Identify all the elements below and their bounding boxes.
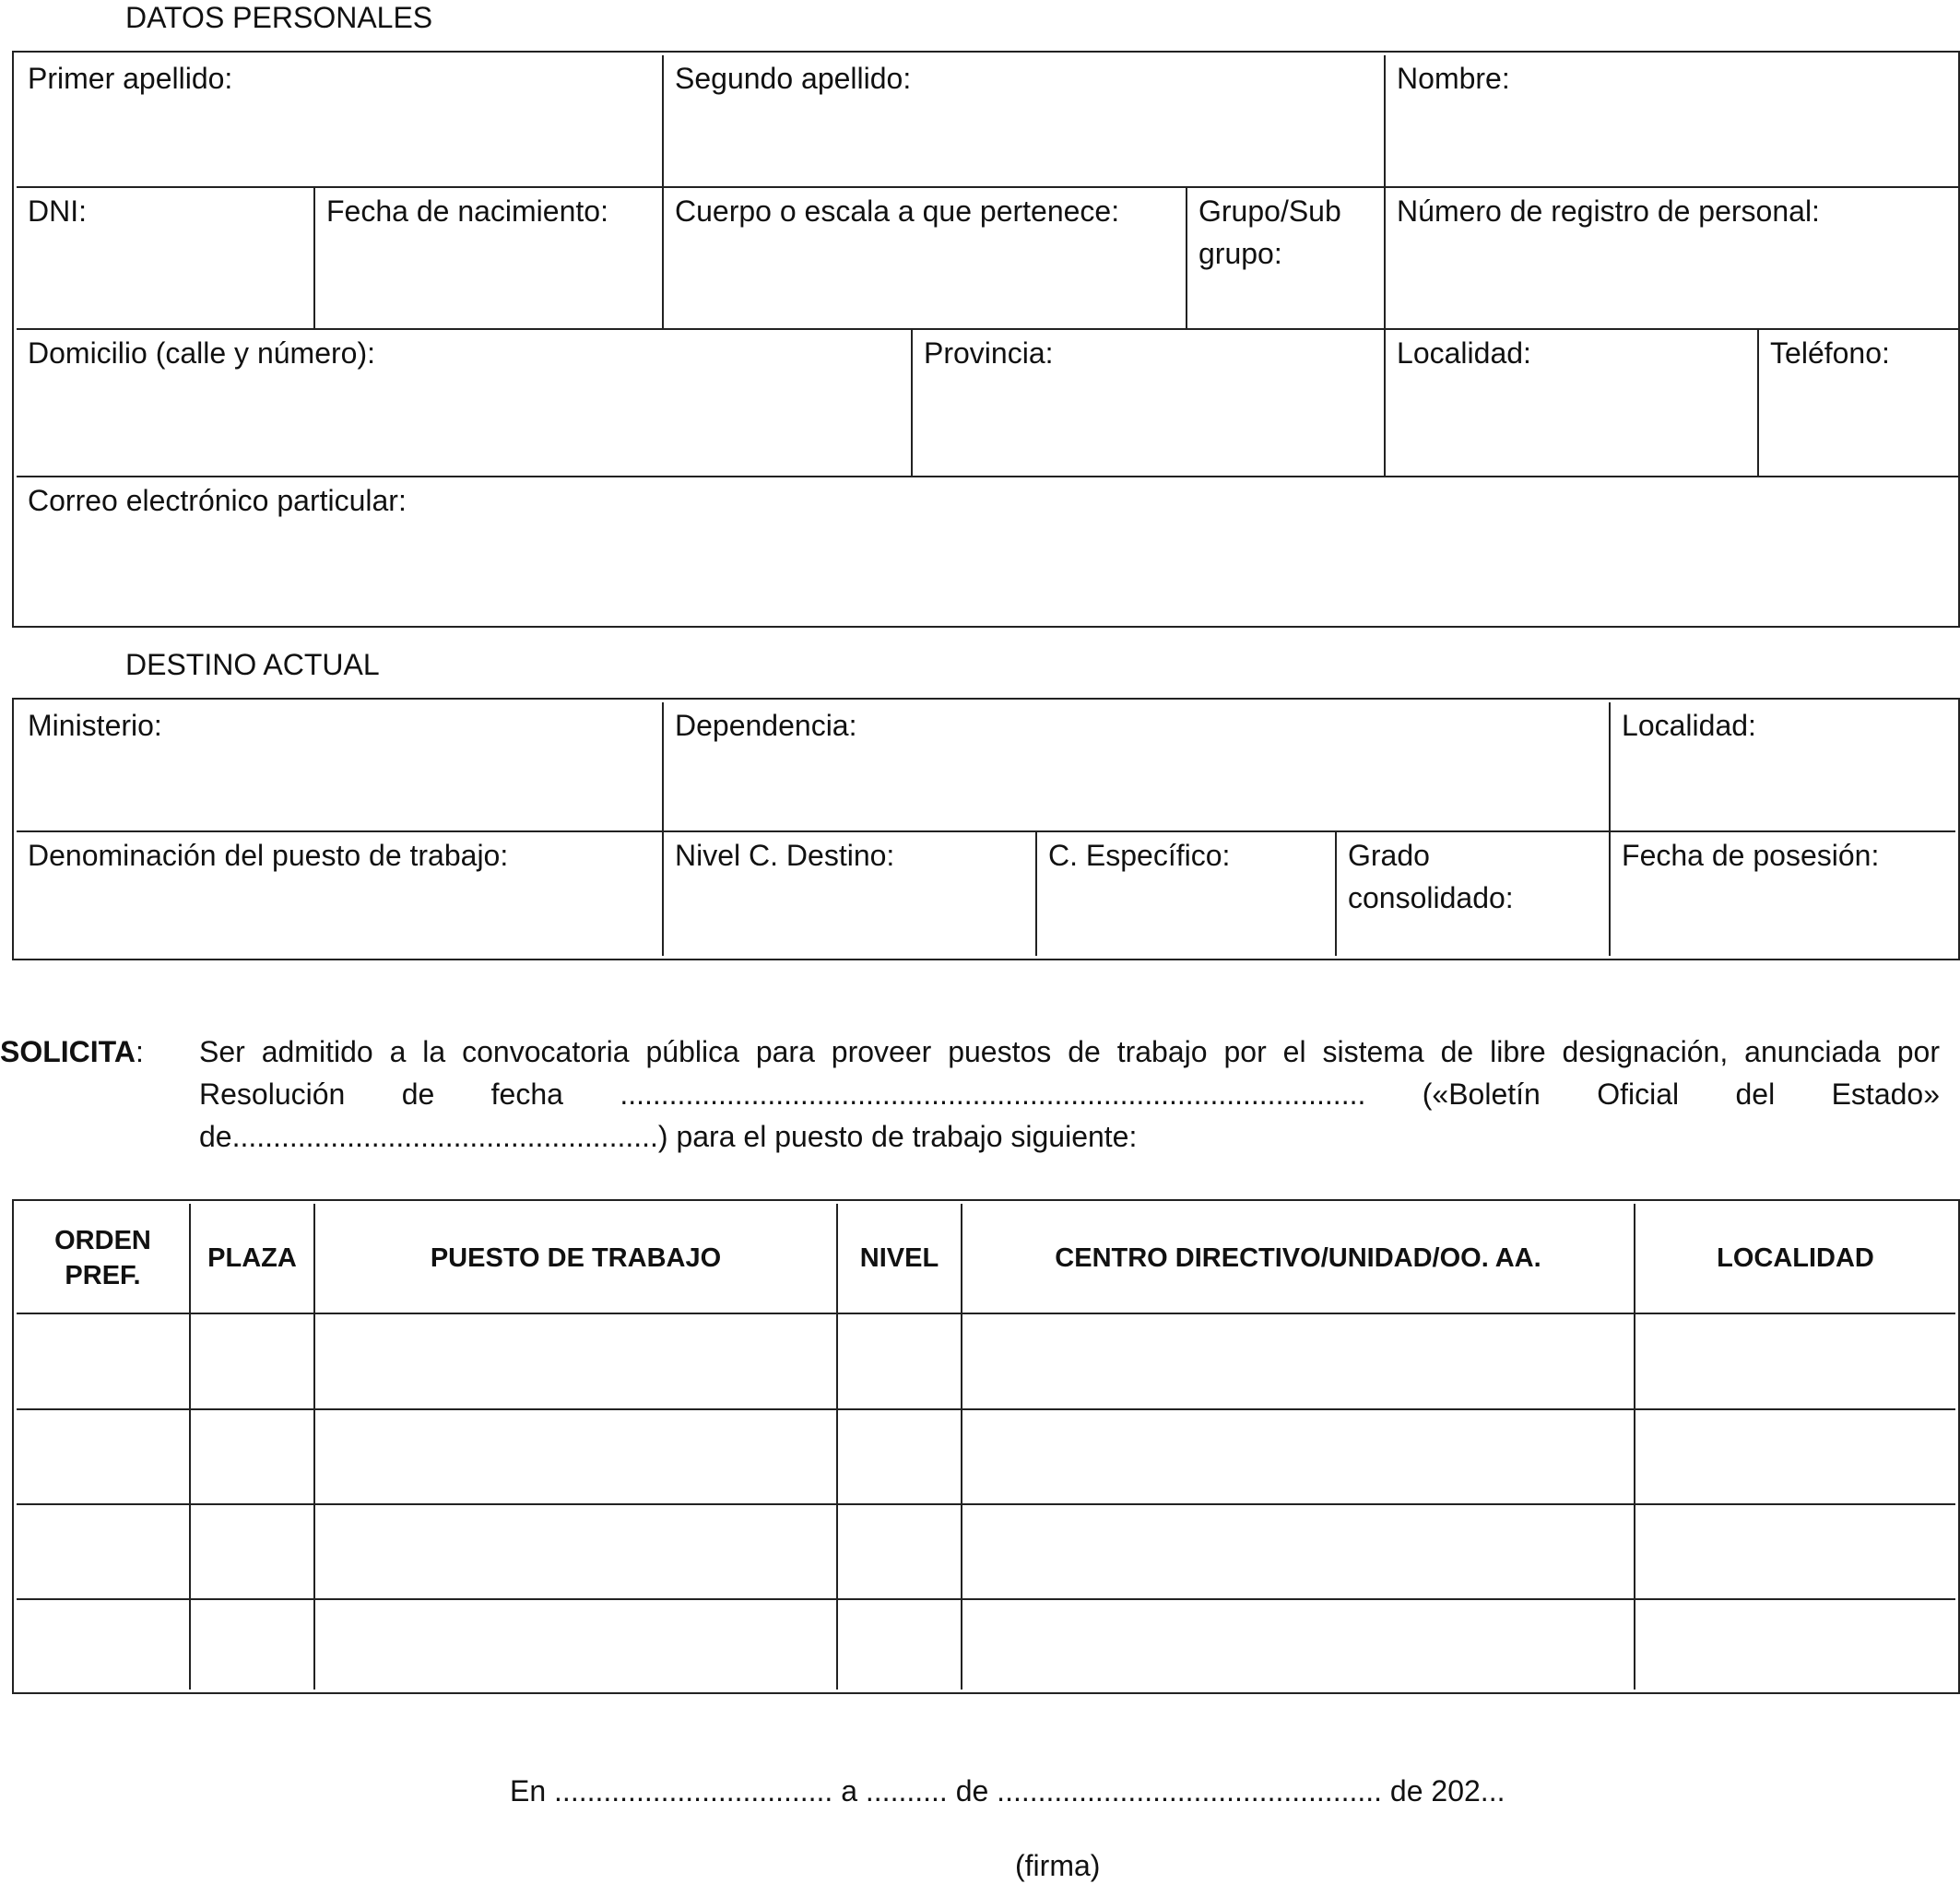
header-plaza: PLAZA [190, 1204, 314, 1313]
table-row [17, 1313, 1955, 1409]
destino-section-title: DESTINO ACTUAL [125, 648, 380, 681]
domicilio-field[interactable] [17, 329, 912, 477]
localidad-field[interactable] [1385, 329, 1758, 477]
centro-cell[interactable] [962, 1409, 1635, 1504]
numero-registro-label: Número de registro de personal: [1397, 194, 1820, 228]
nivel-destino-label: Nivel C. Destino: [675, 839, 895, 872]
telefono-field[interactable] [1758, 329, 1960, 477]
puesto-cell[interactable] [314, 1313, 837, 1409]
positions-header-row [17, 1204, 1955, 1313]
table-row [17, 1599, 1955, 1690]
localidad-cell[interactable] [1635, 1599, 1955, 1690]
fecha-nacimiento-field[interactable] [314, 187, 663, 329]
header-localidad: LOCALIDAD [1635, 1204, 1955, 1313]
localidad-cell[interactable] [1635, 1409, 1955, 1504]
nivel-cell[interactable] [837, 1504, 962, 1599]
grupo-subgrupo-field[interactable] [1187, 187, 1385, 329]
cuerpo-escala-field[interactable] [663, 187, 1187, 329]
puesto-cell[interactable] [314, 1504, 837, 1599]
table-row [17, 1504, 1955, 1599]
plaza-cell[interactable] [190, 1504, 314, 1599]
positions-table [17, 1204, 1955, 1690]
c-especifico-field[interactable] [1036, 831, 1336, 956]
localidad-cell[interactable] [1635, 1504, 1955, 1599]
header-nivel: NIVEL [837, 1204, 962, 1313]
puesto-cell[interactable] [314, 1599, 837, 1690]
fecha-nacimiento-label: Fecha de nacimiento: [326, 194, 608, 228]
localidad-label: Localidad: [1397, 336, 1531, 370]
grado-label: Grado consolidado: [1348, 839, 1514, 914]
centro-cell[interactable] [962, 1313, 1635, 1409]
nivel-cell[interactable] [837, 1599, 962, 1690]
puesto-cell[interactable] [314, 1409, 837, 1504]
destino-localidad-field[interactable] [1610, 702, 1955, 831]
correo-field[interactable] [17, 477, 1960, 623]
personal-data-table [17, 55, 1960, 623]
destino-localidad-label: Localidad: [1622, 709, 1756, 742]
denominacion-field[interactable] [17, 831, 663, 956]
plaza-cell[interactable] [190, 1599, 314, 1690]
grado-field[interactable] [1336, 831, 1610, 956]
firma-label: (firma) [1015, 1849, 1101, 1882]
orden-cell[interactable] [17, 1409, 190, 1504]
numero-registro-field[interactable] [1385, 187, 1960, 329]
centro-cell[interactable] [962, 1504, 1635, 1599]
place-date-line: En .................................. a .......... de ............................................... de 202... [510, 1774, 1505, 1807]
orden-cell[interactable] [17, 1313, 190, 1409]
segundo-apellido-field[interactable] [663, 55, 1385, 187]
nivel-cell[interactable] [837, 1409, 962, 1504]
fecha-posesion-label: Fecha de posesión: [1622, 839, 1880, 872]
provincia-field[interactable] [912, 329, 1385, 477]
plaza-cell[interactable] [190, 1313, 314, 1409]
primer-apellido-label: Primer apellido: [28, 62, 233, 95]
domicilio-label: Domicilio (calle y número): [28, 336, 375, 370]
c-especifico-label: C. Específico: [1048, 839, 1231, 872]
orden-cell[interactable] [17, 1504, 190, 1599]
fecha-posesion-field[interactable] [1610, 831, 1955, 956]
provincia-label: Provincia: [924, 336, 1054, 370]
denominacion-label: Denominación del puesto de trabajo: [28, 839, 509, 872]
dni-field[interactable] [17, 187, 314, 329]
header-centro-directivo: CENTRO DIRECTIVO/UNIDAD/OO. AA. [962, 1204, 1635, 1313]
destino-table [17, 702, 1955, 956]
primer-apellido-field[interactable] [17, 55, 663, 187]
cuerpo-escala-label: Cuerpo o escala a que pertenece: [675, 194, 1120, 228]
localidad-cell[interactable] [1635, 1313, 1955, 1409]
solicita-text: Ser admitido a la convocatoria pública para proveer puestos de trabajo por el sistema de libre designación, anunciada por Resolución de fecha ........................................................................................... («Boletín Oficial del Estado» de....................................................) para el puesto de trabajo siguiente: [199, 1035, 1940, 1153]
destino-form [12, 698, 1960, 960]
personal-section-title: DATOS PERSONALES [125, 1, 433, 34]
telefono-label: Teléfono: [1770, 336, 1890, 370]
dependencia-label: Dependencia: [675, 709, 857, 742]
solicita-label: SOLICITA [0, 1035, 136, 1068]
solicita-heading [0, 1030, 144, 1073]
nombre-label: Nombre: [1397, 62, 1510, 95]
positions-table-frame [12, 1199, 1960, 1694]
nivel-cell[interactable] [837, 1313, 962, 1409]
table-row [17, 1409, 1955, 1504]
orden-cell[interactable] [17, 1599, 190, 1690]
ministerio-field[interactable] [17, 702, 663, 831]
nivel-destino-field[interactable] [663, 831, 1036, 956]
solicita-colon: : [135, 1035, 144, 1068]
grupo-subgrupo-label: Grupo/Sub grupo: [1198, 194, 1341, 270]
header-orden-pref: ORDEN PREF. [17, 1204, 190, 1313]
dependencia-field[interactable] [663, 702, 1610, 831]
centro-cell[interactable] [962, 1599, 1635, 1690]
segundo-apellido-label: Segundo apellido: [675, 62, 912, 95]
correo-label: Correo electrónico particular: [28, 484, 407, 517]
ministerio-label: Ministerio: [28, 709, 162, 742]
header-puesto-trabajo: PUESTO DE TRABAJO [314, 1204, 837, 1313]
dni-label: DNI: [28, 194, 87, 228]
plaza-cell[interactable] [190, 1409, 314, 1504]
personal-data-form [12, 51, 1960, 628]
nombre-field[interactable] [1385, 55, 1960, 187]
